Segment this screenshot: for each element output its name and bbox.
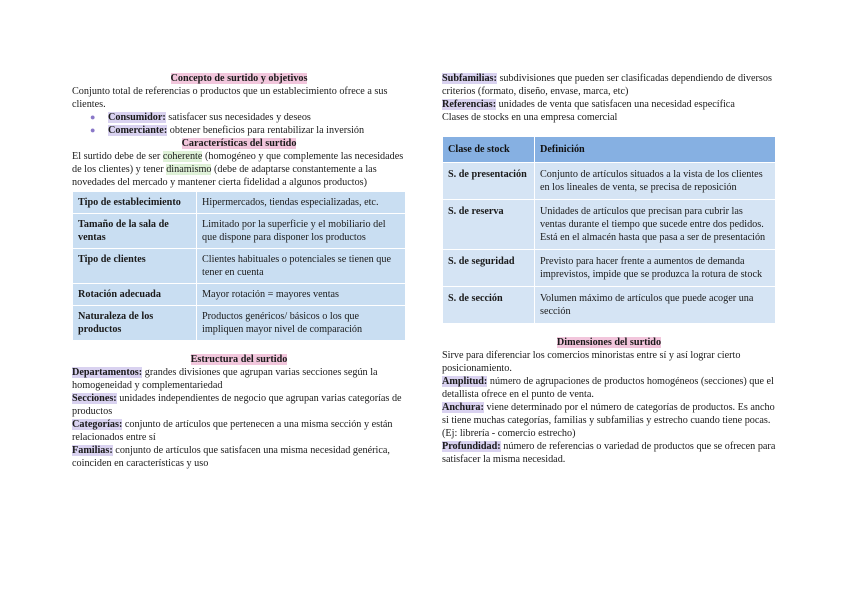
structure-item: Departamentos: grandes divisiones que agrupan varias secciones según la homogeneidad y complementariedad (72, 367, 378, 391)
table-row: Tipo de establecimiento Hipermercados, tiendas especializadas, etc. (73, 192, 406, 214)
stock-intro: Clases de stocks en una empresa comercial (442, 112, 618, 123)
intro-item: Referencias: unidades de venta que satisfacen una necesidad específica (442, 99, 735, 110)
dimension-item: Anchura: viene determinado por el número de categorías de productos. Es ancho si tiene muchas categorías, familias y subfamilias y estrecho cuando tiene pocas. (Ej: librería - comercio estrecho) (442, 402, 775, 439)
dimensions-intro: Sirve para diferenciar los comercios minoristas entre sí y así lograr cierto posicionamiento. (442, 350, 741, 374)
dimension-item: Profundidad: número de referencias o variedad de productos que se ofrecen para satisfacer la misma necesidad. (442, 441, 776, 465)
table-header: Clase de stock Definición (443, 137, 776, 163)
dimensions-heading: Dimensiones del surtido (556, 337, 662, 348)
table-row: Rotación adecuada Mayor rotación = mayores ventas (73, 284, 406, 306)
structure-item: Categorías: conjunto de artículos que pertenecen a una misma sección y están relacionados entre sí (72, 419, 393, 443)
structure-item: Familias: conjunto de artículos que satisfacen una misma necesidad genérica, coinciden en características y uso (72, 445, 390, 469)
table-row: Tamaño de la sala de ventas Limitado por la superficie y el mobiliario del que dispone para disponer los productos (73, 214, 406, 249)
dimension-item: Amplitud: número de agrupaciones de productos homogéneos (secciones) que el detallista ofrece en el punto de venta. (442, 376, 774, 400)
structure-item: Secciones: unidades independientes de negocio que agrupan varias categorías de productos (72, 393, 402, 417)
table-row: S. de seguridad Previsto para hacer frente a aumentos de demanda imprevistos, impide que se produzca la rotura de stock (443, 250, 776, 287)
factors-table (72, 191, 406, 341)
table-row: S. de sección Volumen máximo de artículos que puede acoger una sección (443, 287, 776, 324)
right-column (442, 72, 776, 466)
intro-item: Subfamilias: subdivisiones que pueden ser clasificadas dependiendo de diversos criterios (formato, diseño, envase, marca, etc) (442, 73, 772, 97)
left-column (72, 72, 406, 470)
table-row: S. de reserva Unidades de artículos que precisan para cubrir las ventas durante el tiempo que sucede entre dos pedidos. Está en el almacén hasta que pasa a ser de presentación (443, 200, 776, 250)
objectives-list (72, 111, 406, 137)
characteristics-text: El surtido debe de ser coherente (homogéneo y que complemente las necesidades de los clientes) y tener dinamismo (debe de adaptarse constantemente a las novedades del mercado y mantener cierta fidelidad a algunos productos) (72, 151, 404, 188)
list-item: ● Comerciante: obtener beneficios para rentabilizar la inversión (90, 124, 406, 137)
table-row: S. de presentación Conjunto de artículos situados a la vista de los clientes en los lineales de venta, se precisa de reposición (443, 163, 776, 200)
structure-heading: Estructura del surtido (190, 354, 288, 365)
concept-heading: Concepto de surtido y objetivos (170, 73, 308, 84)
characteristics-heading: Características del surtido (181, 138, 297, 149)
list-item: ● Consumidor: satisfacer sus necesidades y deseos (90, 111, 406, 124)
table-row: Naturaleza de los productos Productos genéricos/ básicos o los que impliquen mayor nivel de comparación (73, 306, 406, 341)
stocks-table (442, 136, 776, 324)
concept-text: Conjunto total de referencias o productos que un establecimiento ofrece a sus clientes. (72, 86, 388, 110)
table-row: Tipo de clientes Clientes habituales o potenciales se tienen que tener en cuenta (73, 249, 406, 284)
